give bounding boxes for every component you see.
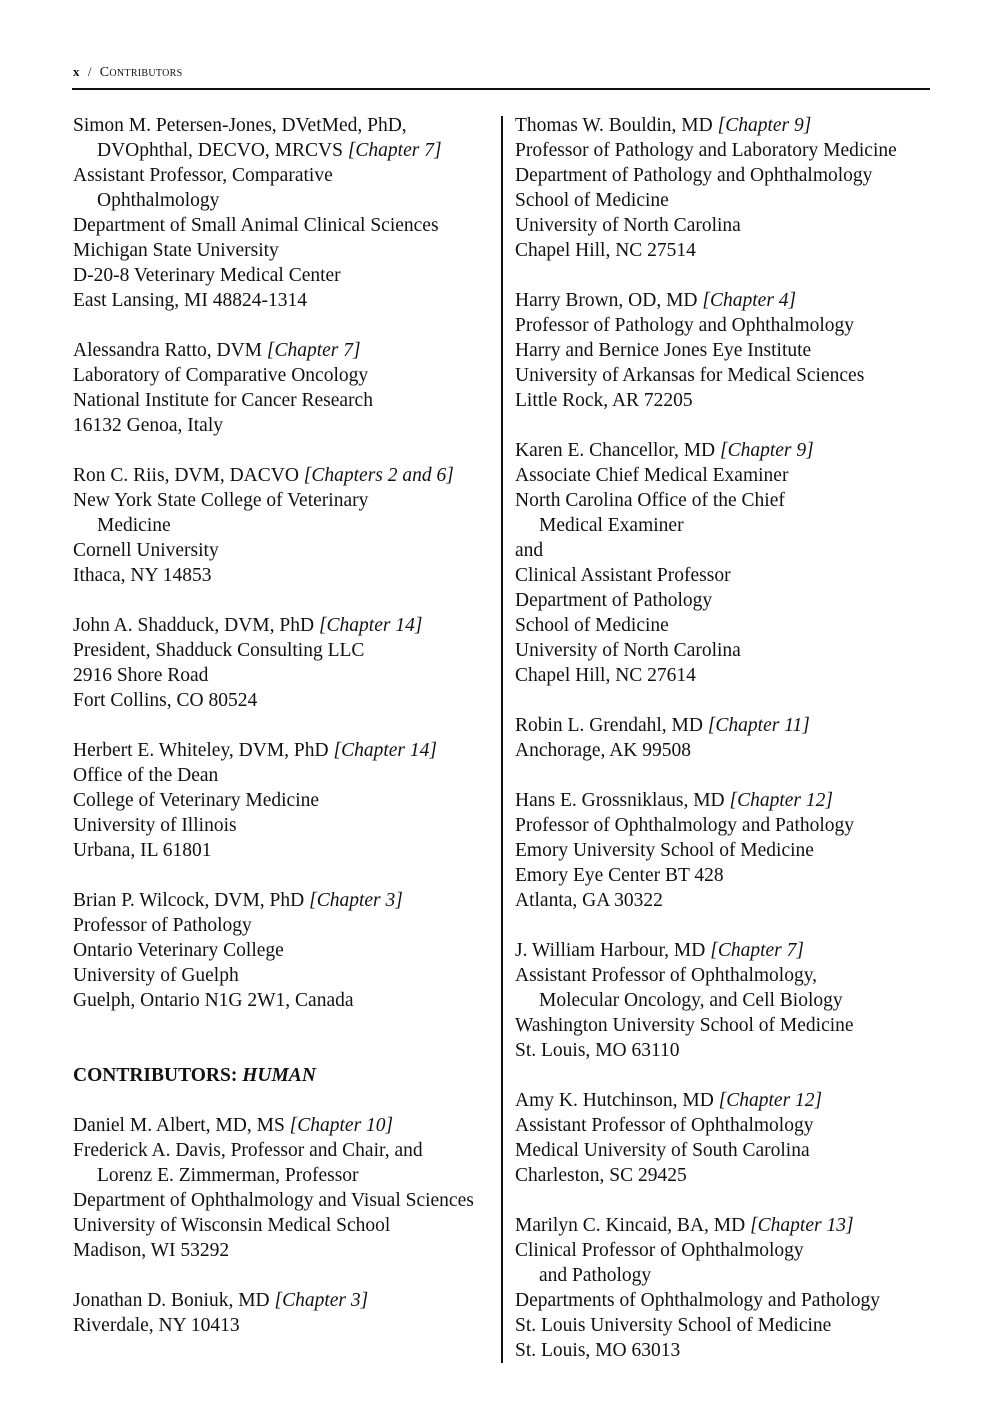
contributor-name-line [73, 338, 493, 363]
affiliation-line: Office of the Dean [73, 765, 219, 786]
contributor-name: John A. Shadduck, DVM, PhD [73, 615, 315, 636]
affiliation-line: Assistant Professor of Ophthalmology, [515, 965, 818, 986]
contributor-name: J. William Harbour, MD [515, 940, 706, 961]
contributor-name-line [73, 1288, 493, 1313]
contributor-name: Amy K. Hutchinson, MD [515, 1090, 714, 1111]
affiliation-line: Cornell University [73, 540, 219, 561]
affiliation-line: Department of Pathology and Ophthalmology [515, 165, 873, 186]
affiliation-line: Department of Small Animal Clinical Sciences [73, 215, 439, 236]
chapter-reference: [Chapter 4] [702, 290, 797, 311]
contributor-name-line [73, 463, 493, 488]
chapter-reference: [Chapter 9] [720, 440, 814, 461]
affiliation-line: D-20-8 Veterinary Medical Center [73, 265, 341, 286]
contributor-entry [515, 113, 940, 263]
contributor-entry [73, 738, 493, 863]
affiliation-line: and Pathology [539, 1265, 652, 1286]
contributor-name-line [515, 438, 940, 463]
chapter-reference: [Chapter 11] [707, 715, 810, 736]
affiliation-line: School of Medicine [515, 615, 669, 636]
affiliation-line: Fort Collins, CO 80524 [73, 690, 258, 711]
contributor-name: Thomas W. Bouldin, MD [515, 115, 713, 136]
contributor-entry [515, 1213, 940, 1363]
right-column [515, 113, 940, 1388]
affiliation-line: University of Guelph [73, 965, 239, 986]
contributor-entry [73, 338, 493, 438]
affiliation-line: University of Illinois [73, 815, 237, 836]
chapter-reference: [Chapter 7] [347, 140, 442, 161]
affiliation-line: Urbana, IL 61801 [73, 840, 212, 861]
affiliation-line: Anchorage, AK 99508 [515, 740, 692, 761]
contributor-entry [515, 1088, 940, 1188]
contributor-name: Karen E. Chancellor, MD [515, 440, 716, 461]
contributor-name-line [73, 738, 493, 763]
affiliation-line: Department of Pathology [515, 590, 713, 611]
page-number: x [73, 64, 80, 79]
chapter-reference: [Chapter 7] [710, 940, 804, 961]
contributor-entry [515, 288, 940, 413]
affiliation-line: Clinical Professor of Ophthalmology [515, 1240, 804, 1261]
affiliation-line: Charleston, SC 29425 [515, 1165, 687, 1186]
contributor-name: Herbert E. Whiteley, DVM, PhD [73, 740, 329, 761]
column-divider [501, 116, 503, 1363]
contributor-name: Marilyn C. Kincaid, BA, MD [515, 1215, 746, 1236]
affiliation-line: Chapel Hill, NC 27514 [515, 240, 696, 261]
affiliation-line: Emory Eye Center BT 428 [515, 865, 724, 886]
affiliation-line: Departments of Ophthalmology and Pathology [515, 1290, 881, 1311]
contributor-entry [73, 113, 493, 313]
affiliation-line: St. Louis University School of Medicine [515, 1315, 832, 1336]
contributor-name: Jonathan D. Boniuk, MD [73, 1290, 270, 1311]
chapter-reference: [Chapter 3] [274, 1290, 369, 1311]
affiliation-line: Frederick A. Davis, Professor and Chair, and [73, 1140, 423, 1161]
affiliation-line: University of North Carolina [515, 640, 741, 661]
header-separator: / [87, 64, 92, 79]
affiliation-line: Professor of Pathology [73, 915, 252, 936]
chapter-reference: [Chapter 7] [266, 340, 361, 361]
contributor-name: Hans E. Grossniklaus, MD [515, 790, 725, 811]
contributor-credentials: DVOphthal, DECVO, MRCVS [97, 140, 343, 161]
affiliation-line: Associate Chief Medical Examiner [515, 465, 789, 486]
affiliation-line: Lorenz E. Zimmerman, Professor [97, 1165, 359, 1186]
section-heading [73, 1063, 493, 1088]
contributor-name-line [73, 888, 493, 913]
contributor-name-line [73, 613, 493, 638]
section-heading-emphasis: HUMAN [242, 1065, 316, 1086]
contributor-name-line [515, 1213, 940, 1238]
affiliation-line: New York State College of Veterinary [73, 490, 369, 511]
chapter-reference: [Chapter 3] [309, 890, 403, 911]
contributor-entry [515, 938, 940, 1063]
section-heading-prefix: CONTRIBUTORS: [73, 1065, 238, 1086]
chapter-reference: [Chapter 14] [318, 615, 423, 636]
chapter-reference: [Chapter 10] [289, 1115, 394, 1136]
contributor-entry [73, 463, 493, 588]
contributor-entry [515, 438, 940, 688]
contributor-name: Simon M. Petersen-Jones, DVetMed, PhD, [73, 115, 407, 136]
contributor-name: Ron C. Riis, DVM, DACVO [73, 465, 299, 486]
affiliation-line: Harry and Bernice Jones Eye Institute [515, 340, 812, 361]
affiliation-line: Ophthalmology [97, 190, 220, 211]
affiliation-line: Medical University of South Carolina [515, 1140, 810, 1161]
affiliation-line: Madison, WI 53292 [73, 1240, 230, 1261]
affiliation-line: Ontario Veterinary College [73, 940, 284, 961]
left-column [73, 113, 493, 1363]
contributor-name: Alessandra Ratto, DVM [73, 340, 263, 361]
affiliation-line: and [515, 540, 544, 561]
affiliation-line: Medical Examiner [539, 515, 684, 536]
affiliation-line: Emory University School of Medicine [515, 840, 814, 861]
affiliation-line: Professor of Ophthalmology and Pathology [515, 815, 855, 836]
affiliation-line: University of Arkansas for Medical Sciences [515, 365, 865, 386]
chapter-reference: [Chapter 9] [717, 115, 812, 136]
affiliation-line: Clinical Assistant Professor [515, 565, 731, 586]
affiliation-line: Guelph, Ontario N1G 2W1, Canada [73, 990, 354, 1011]
affiliation-line: Professor of Pathology and Laboratory Medicine [515, 140, 897, 161]
contributor-name-line [515, 113, 940, 138]
affiliation-line: University of North Carolina [515, 215, 741, 236]
chapter-reference: [Chapter 12] [729, 790, 833, 811]
affiliation-line: National Institute for Cancer Research [73, 390, 373, 411]
contributor-entry [73, 888, 493, 1013]
running-title: Contributors [99, 65, 183, 80]
chapter-reference: [Chapter 12] [718, 1090, 823, 1111]
contributor-name: Harry Brown, OD, MD [515, 290, 698, 311]
affiliation-line: Molecular Oncology, and Cell Biology [539, 990, 843, 1011]
affiliation-line: St. Louis, MO 63013 [515, 1340, 681, 1361]
contributor-name: Robin L. Grendahl, MD [515, 715, 703, 736]
contributor-entry [515, 788, 940, 913]
contributor-name-line [515, 288, 940, 313]
affiliation-line: Michigan State University [73, 240, 279, 261]
affiliation-line: Ithaca, NY 14853 [73, 565, 212, 586]
affiliation-line: St. Louis, MO 63110 [515, 1040, 680, 1061]
affiliation-line: Chapel Hill, NC 27614 [515, 665, 696, 686]
affiliation-line: 16132 Genoa, Italy [73, 415, 224, 436]
affiliation-line: Professor of Pathology and Ophthalmology [515, 315, 855, 336]
contributor-entry [73, 613, 493, 713]
contributor-name: Daniel M. Albert, MD, MS [73, 1115, 285, 1136]
affiliation-line: School of Medicine [515, 190, 669, 211]
affiliation-line: Washington University School of Medicine [515, 1015, 854, 1036]
header-rule [72, 88, 930, 90]
chapter-reference: [Chapters 2 and 6] [303, 465, 454, 486]
contributor-name-line [515, 1088, 940, 1113]
contributor-name-cont [73, 138, 493, 163]
affiliation-line: Department of Ophthalmology and Visual Sciences [73, 1190, 474, 1211]
running-head [73, 64, 183, 81]
chapter-reference: [Chapter 14] [333, 740, 437, 761]
contributor-name-line [515, 713, 940, 738]
contributor-name-line [515, 938, 940, 963]
affiliation-line: Atlanta, GA 30322 [515, 890, 663, 911]
affiliation-line: North Carolina Office of the Chief [515, 490, 785, 511]
affiliation-line: East Lansing, MI 48824-1314 [73, 290, 307, 311]
affiliation-line: 2916 Shore Road [73, 665, 209, 686]
affiliation-line: Medicine [97, 515, 171, 536]
affiliation-line: Riverdale, NY 10413 [73, 1315, 240, 1336]
contributor-name-line [515, 788, 940, 813]
contributor-entry [73, 1288, 493, 1338]
affiliation-line: College of Veterinary Medicine [73, 790, 320, 811]
affiliation-line: President, Shadduck Consulting LLC [73, 640, 365, 661]
affiliation-line: Laboratory of Comparative Oncology [73, 365, 369, 386]
affiliation-line: University of Wisconsin Medical School [73, 1215, 391, 1236]
contributor-name-line [73, 1113, 493, 1138]
contributor-entry [515, 713, 940, 763]
affiliation-line: Little Rock, AR 72205 [515, 390, 693, 411]
contributor-name: Brian P. Wilcock, DVM, PhD [73, 890, 305, 911]
affiliation-line: Assistant Professor, Comparative [73, 165, 333, 186]
chapter-reference: [Chapter 13] [750, 1215, 854, 1236]
affiliation-line: Assistant Professor of Ophthalmology [515, 1115, 814, 1136]
contributor-entry [73, 1113, 493, 1263]
